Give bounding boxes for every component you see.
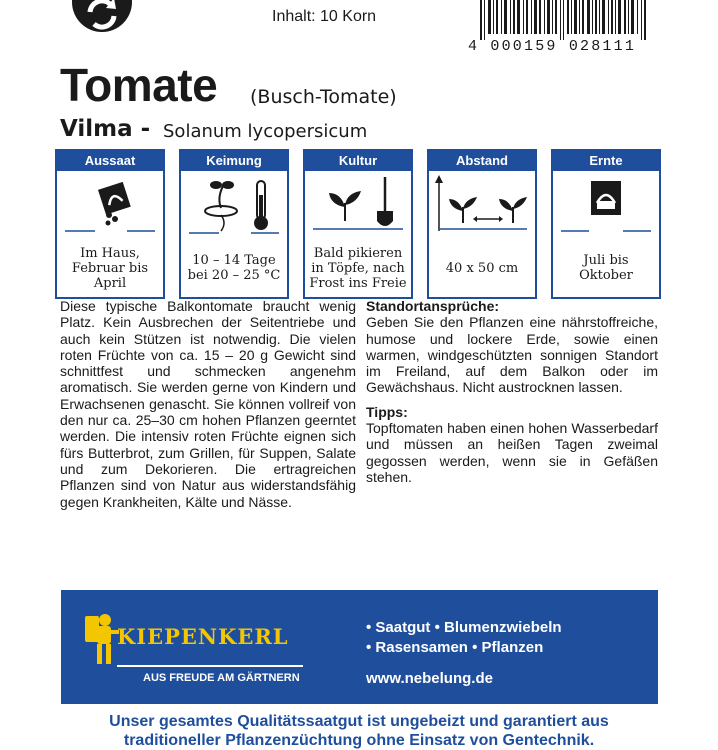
- harvest-basket-icon: [553, 173, 659, 239]
- recycling-logo-icon: [70, 0, 134, 34]
- barcode: [468, 0, 660, 62]
- location-heading: Standortansprüche:: [366, 298, 500, 314]
- quality-statement: [0, 712, 718, 750]
- brand-banner: [61, 590, 658, 704]
- info-box-text: 10 – 14 Tage bei 20 – 25 °C: [187, 253, 281, 283]
- seed-packet-icon: [57, 173, 163, 239]
- description-text: Diese typische Balkontomate braucht wenig Platz. Kein Ausbrechen der Seitentriebe und auch kein Stützen ist notwendig. Die vielen roten Früchte von ca. 15 – 20 g Gewicht sind schnittfest und schmecken angenehm aromatisch. Sie werden gerne von Kindern und Erwachsenen genascht. Sie können vollreif von den nur ca. 25–30 cm hohen Pflanzen geerntet werden. Die intensiv roten Früchte eignen sich fürs Butterbrot, zum Grillen, für Suppen, Salate und zum Dekorieren. Die ertragreichen Pflanzen sind von Natur aus widerstandsfähig gegen Krankheiten, Kälte und Nässe.: [60, 298, 356, 510]
- website-link[interactable]: www.nebelung.de: [366, 670, 493, 687]
- barcode-bars: [480, 0, 648, 40]
- services-list: [366, 618, 562, 658]
- barcode-number: 4 000159 028111: [468, 38, 637, 55]
- botanical-name: Solanum lycopersicum: [163, 121, 368, 142]
- tips-text: Topftomaten haben einen hohen Wasserbedarf und müssen an heißen Tagen zweimal gegossen werden, wenn sie in Gefäßen stehen.: [366, 420, 658, 485]
- plant-spacing-icon: [429, 173, 535, 239]
- brand-divider: [117, 665, 303, 667]
- info-box-text: Bald pikieren in Töpfe, nach Frost ins Freie: [309, 245, 407, 291]
- kiepenkerl-figure-icon: [81, 610, 121, 670]
- services-line: • Saatgut • Blumenzwiebeln: [366, 619, 562, 636]
- info-box-text: Juli bis Oktober: [579, 253, 633, 283]
- contents-label: Inhalt: 10 Korn: [272, 8, 377, 25]
- product-type: (Busch-Tomate): [250, 86, 397, 108]
- location-text: Geben Sie den Pflanzen eine nährstoffreiche, humose und lockere Erde, sowie einen warmen, windgeschützten sonnigen Standort im Freiland, auf dem Balkon oder im Gewächshaus. Nicht austrocknen lassen.: [366, 314, 658, 396]
- care-instructions: [366, 298, 658, 493]
- brand-name: KIEPENKERL: [117, 624, 289, 649]
- variety-name: Vilma -: [60, 116, 151, 142]
- quality-line: Unser gesamtes Qualitätssaatgut ist ungebeizt und garantiert aus: [109, 713, 609, 730]
- info-box-text: Im Haus, Februar bis April: [71, 245, 149, 291]
- info-box-label: Aussaat: [57, 151, 163, 171]
- info-box-text: 40 x 50 cm: [445, 260, 519, 276]
- services-line: • Rasensamen • Pflanzen: [366, 639, 544, 656]
- info-box-germination: [179, 149, 289, 299]
- info-box-harvest: [551, 149, 661, 299]
- info-box-cultivation: [303, 149, 413, 299]
- info-box-spacing: [427, 149, 537, 299]
- seedling-spade-icon: [305, 173, 411, 239]
- germination-thermometer-icon: [181, 173, 287, 239]
- info-box-label: Abstand: [429, 151, 535, 171]
- brand-slogan: AUS FREUDE AM GÄRTNERN: [143, 672, 300, 684]
- product-name: Tomate: [60, 59, 218, 111]
- quality-line: traditioneller Pflanzenzüchtung ohne Einsatz von Gentechnik.: [123, 732, 595, 749]
- info-box-sowing: [55, 149, 165, 299]
- tips-heading: Tipps:: [366, 403, 408, 420]
- info-box-label: Ernte: [553, 151, 659, 171]
- info-box-label: Kultur: [305, 151, 411, 171]
- info-box-label: Keimung: [181, 151, 287, 171]
